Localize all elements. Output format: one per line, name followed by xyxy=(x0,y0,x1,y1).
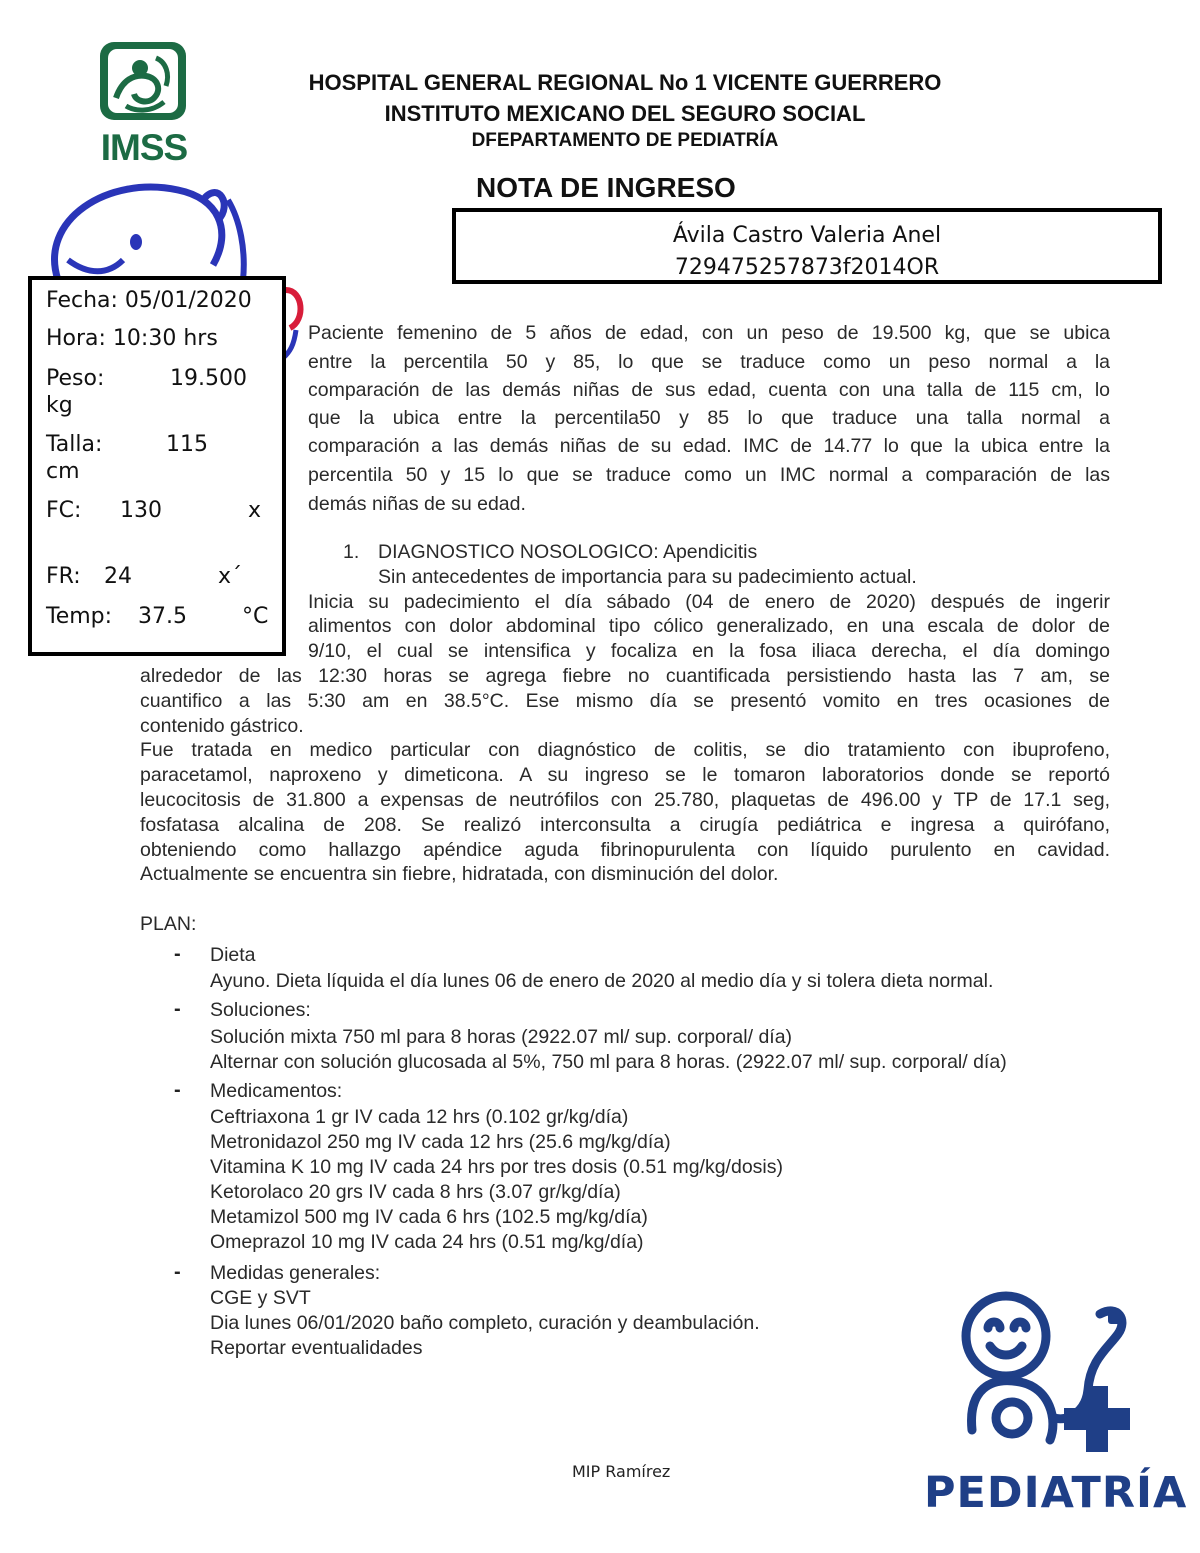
vitals-weight-unit: kg xyxy=(46,393,73,418)
plan-medidas-title: Medidas generales: xyxy=(210,1262,381,1284)
patient-id: 729475257873f2014OR xyxy=(674,255,940,280)
history-line: fosfatasa alcalina de 208. Se realizó interconsulta a cirugía pediátrica e ingresa a quirófano, xyxy=(140,814,1110,836)
vitals-fr-value: 24 xyxy=(104,564,132,589)
plan-soluciones-item: Solución mixta 750 ml para 8 horas (2922.07 ml/ sup. corporal/ día) xyxy=(210,1026,793,1048)
plan-medidas-item: Dia lunes 06/01/2020 baño completo, curación y deambulación. xyxy=(210,1312,760,1334)
vitals-weight-label: Peso: xyxy=(46,366,105,391)
bullet: - xyxy=(174,1261,181,1283)
summary-line: comparación a las demás niñas de su edad. IMC de 14.77 lo que la ubica entre la xyxy=(308,435,1110,457)
vitals-date: Fecha: 05/01/2020 xyxy=(46,288,252,313)
vitals-fc-unit: x xyxy=(248,498,262,523)
vitals-weight-value: 19.500 xyxy=(170,366,247,391)
page-title: NOTA DE INGRESO xyxy=(476,172,736,203)
vitals-fc-value: 130 xyxy=(120,498,162,523)
plan-medication-item: Omeprazol 10 mg IV cada 24 hrs (0.51 mg/kg/día) xyxy=(210,1231,644,1253)
vitals-height-unit: cm xyxy=(46,459,80,484)
patient-name: Ávila Castro Valeria Anel xyxy=(672,223,942,248)
history-line: alimentos con dolor abdominal tipo cólico generalizado, en una escala de dolor de xyxy=(308,615,1110,637)
imss-logo-text: IMSS xyxy=(100,127,188,165)
bullet: - xyxy=(174,998,181,1020)
history-line: leucocitosis de 31.800 a expensas de neutrófilos con 25.780, plaquetas de 496.00 y TP de 17.1 seg, xyxy=(140,789,1110,811)
history-line: paracetamol, naproxeno y dimeticona. A su ingreso se le tomaron laboratorios donde se reportó xyxy=(140,764,1110,786)
pediatria-logo-text: PEDIATRÍA xyxy=(924,1468,1188,1518)
plan-medication-item: Ceftriaxona 1 gr IV cada 12 hrs (0.102 gr/kg/día) xyxy=(210,1106,629,1128)
bullet: - xyxy=(174,943,181,965)
history-line: cuantifico a las 5:30 am en 38.5°C. Ese mismo día se presentó vomito en tres ocasiones de xyxy=(140,690,1110,712)
plan-soluciones-title: Soluciones: xyxy=(210,999,311,1021)
signature: MIP Ramírez xyxy=(572,1462,671,1481)
vitals-fc-label: FC: xyxy=(46,498,82,523)
diagnosis-antecedentes: Sin antecedentes de importancia para su padecimiento actual. xyxy=(378,566,917,588)
plan-medidas-item: Reportar eventualidades xyxy=(210,1337,423,1359)
vitals-temp-label: Temp: xyxy=(46,604,113,629)
diagnosis-number: 1. xyxy=(343,541,360,563)
patient-box xyxy=(452,208,1162,284)
history-line: Inicia su padecimiento el día sábado (04 de enero de 2020) después de ingerir xyxy=(308,591,1110,613)
vitals-box xyxy=(28,276,286,656)
vitals-fr-label: FR: xyxy=(46,564,81,589)
plan-medicamentos-title: Medicamentos: xyxy=(210,1080,343,1102)
history-line: obteniendo como hallazgo apéndice aguda fibrinopurulenta con líquido purulento en cavidad. xyxy=(140,839,1110,861)
plan-soluciones-item: Alternar con solución glucosada al 5%, 750 ml para 8 horas. (2922.07 ml/ sup. corporal/ día) xyxy=(210,1051,1007,1073)
plan-medidas-item: CGE y SVT xyxy=(210,1287,311,1309)
plan-medication-item: Metamizol 500 mg IV cada 6 hrs (102.5 mg/kg/día) xyxy=(210,1206,648,1228)
summary-line: percentila 50 y 15 lo que se traduce como un IMC normal a comparación de las xyxy=(308,464,1110,486)
vitals-temp-value: 37.5 xyxy=(138,604,187,629)
history-line: 9/10, el cual se intensifica y focaliza en la fosa iliaca derecha, el día domingo xyxy=(308,640,1110,662)
summary-line: comparación de las demás niñas de sus edad, cuenta con una talla de 115 cm, lo xyxy=(308,379,1110,401)
history-line: alrededor de las 12:30 horas se agrega fiebre no cuantificada persistiendo hasta las 7 am, se xyxy=(140,665,1110,687)
plan-heading: PLAN: xyxy=(140,913,197,935)
vitals-time: Hora: 10:30 hrs xyxy=(46,326,218,351)
plan-dieta-title: Dieta xyxy=(210,944,256,966)
diagnosis-text: DIAGNOSTICO NOSOLOGICO: Apendicitis xyxy=(378,541,758,563)
vitals-fr-unit: x´ xyxy=(218,564,243,589)
vitals-temp-unit: °C xyxy=(242,604,269,629)
imss-logo xyxy=(96,40,192,165)
plan-medication-item: Ketorolaco 20 grs IV cada 8 hrs (3.07 gr/kg/día) xyxy=(210,1181,621,1203)
history-line: Actualmente se encuentra sin fiebre, hidratada, con disminución del dolor. xyxy=(140,863,779,885)
summary-line: que la ubica entre la percentila50 y 85 lo que traduce una talla normal a xyxy=(308,407,1110,429)
hospital-name: HOSPITAL GENERAL REGIONAL No 1 VICENTE GUERRERO xyxy=(308,70,942,95)
vitals-height-value: 115 xyxy=(166,432,208,457)
history-line: contenido gástrico. xyxy=(140,715,304,737)
vitals-height-label: Talla: xyxy=(46,432,103,457)
plan-medication-item: Vitamina K 10 mg IV cada 24 hrs por tres dosis (0.51 mg/kg/dosis) xyxy=(210,1156,783,1178)
department-name: DFEPARTAMENTO DE PEDIATRÍA xyxy=(471,130,779,151)
summary-line: Paciente femenino de 5 años de edad, con un peso de 19.500 kg, que se ubica xyxy=(308,322,1110,344)
pediatria-logo-icon xyxy=(950,1290,1150,1460)
plan-medication-item: Metronidazol 250 mg IV cada 12 hrs (25.6 mg/kg/día) xyxy=(210,1131,671,1153)
summary-line: demás niñas de su edad. xyxy=(308,493,526,515)
bullet: - xyxy=(174,1079,181,1101)
institute-name: INSTITUTO MEXICANO DEL SEGURO SOCIAL xyxy=(384,101,866,126)
summary-line: entre la percentila 50 y 85, lo que se traduce como un peso normal a la xyxy=(308,351,1110,373)
plan-dieta-item: Ayuno. Dieta líquida el día lunes 06 de enero de 2020 al medio día y si tolera dieta normal. xyxy=(210,970,994,992)
history-line: Fue tratada en medico particular con diagnóstico de colitis, se dio tratamiento con ibuprofeno, xyxy=(140,739,1110,761)
